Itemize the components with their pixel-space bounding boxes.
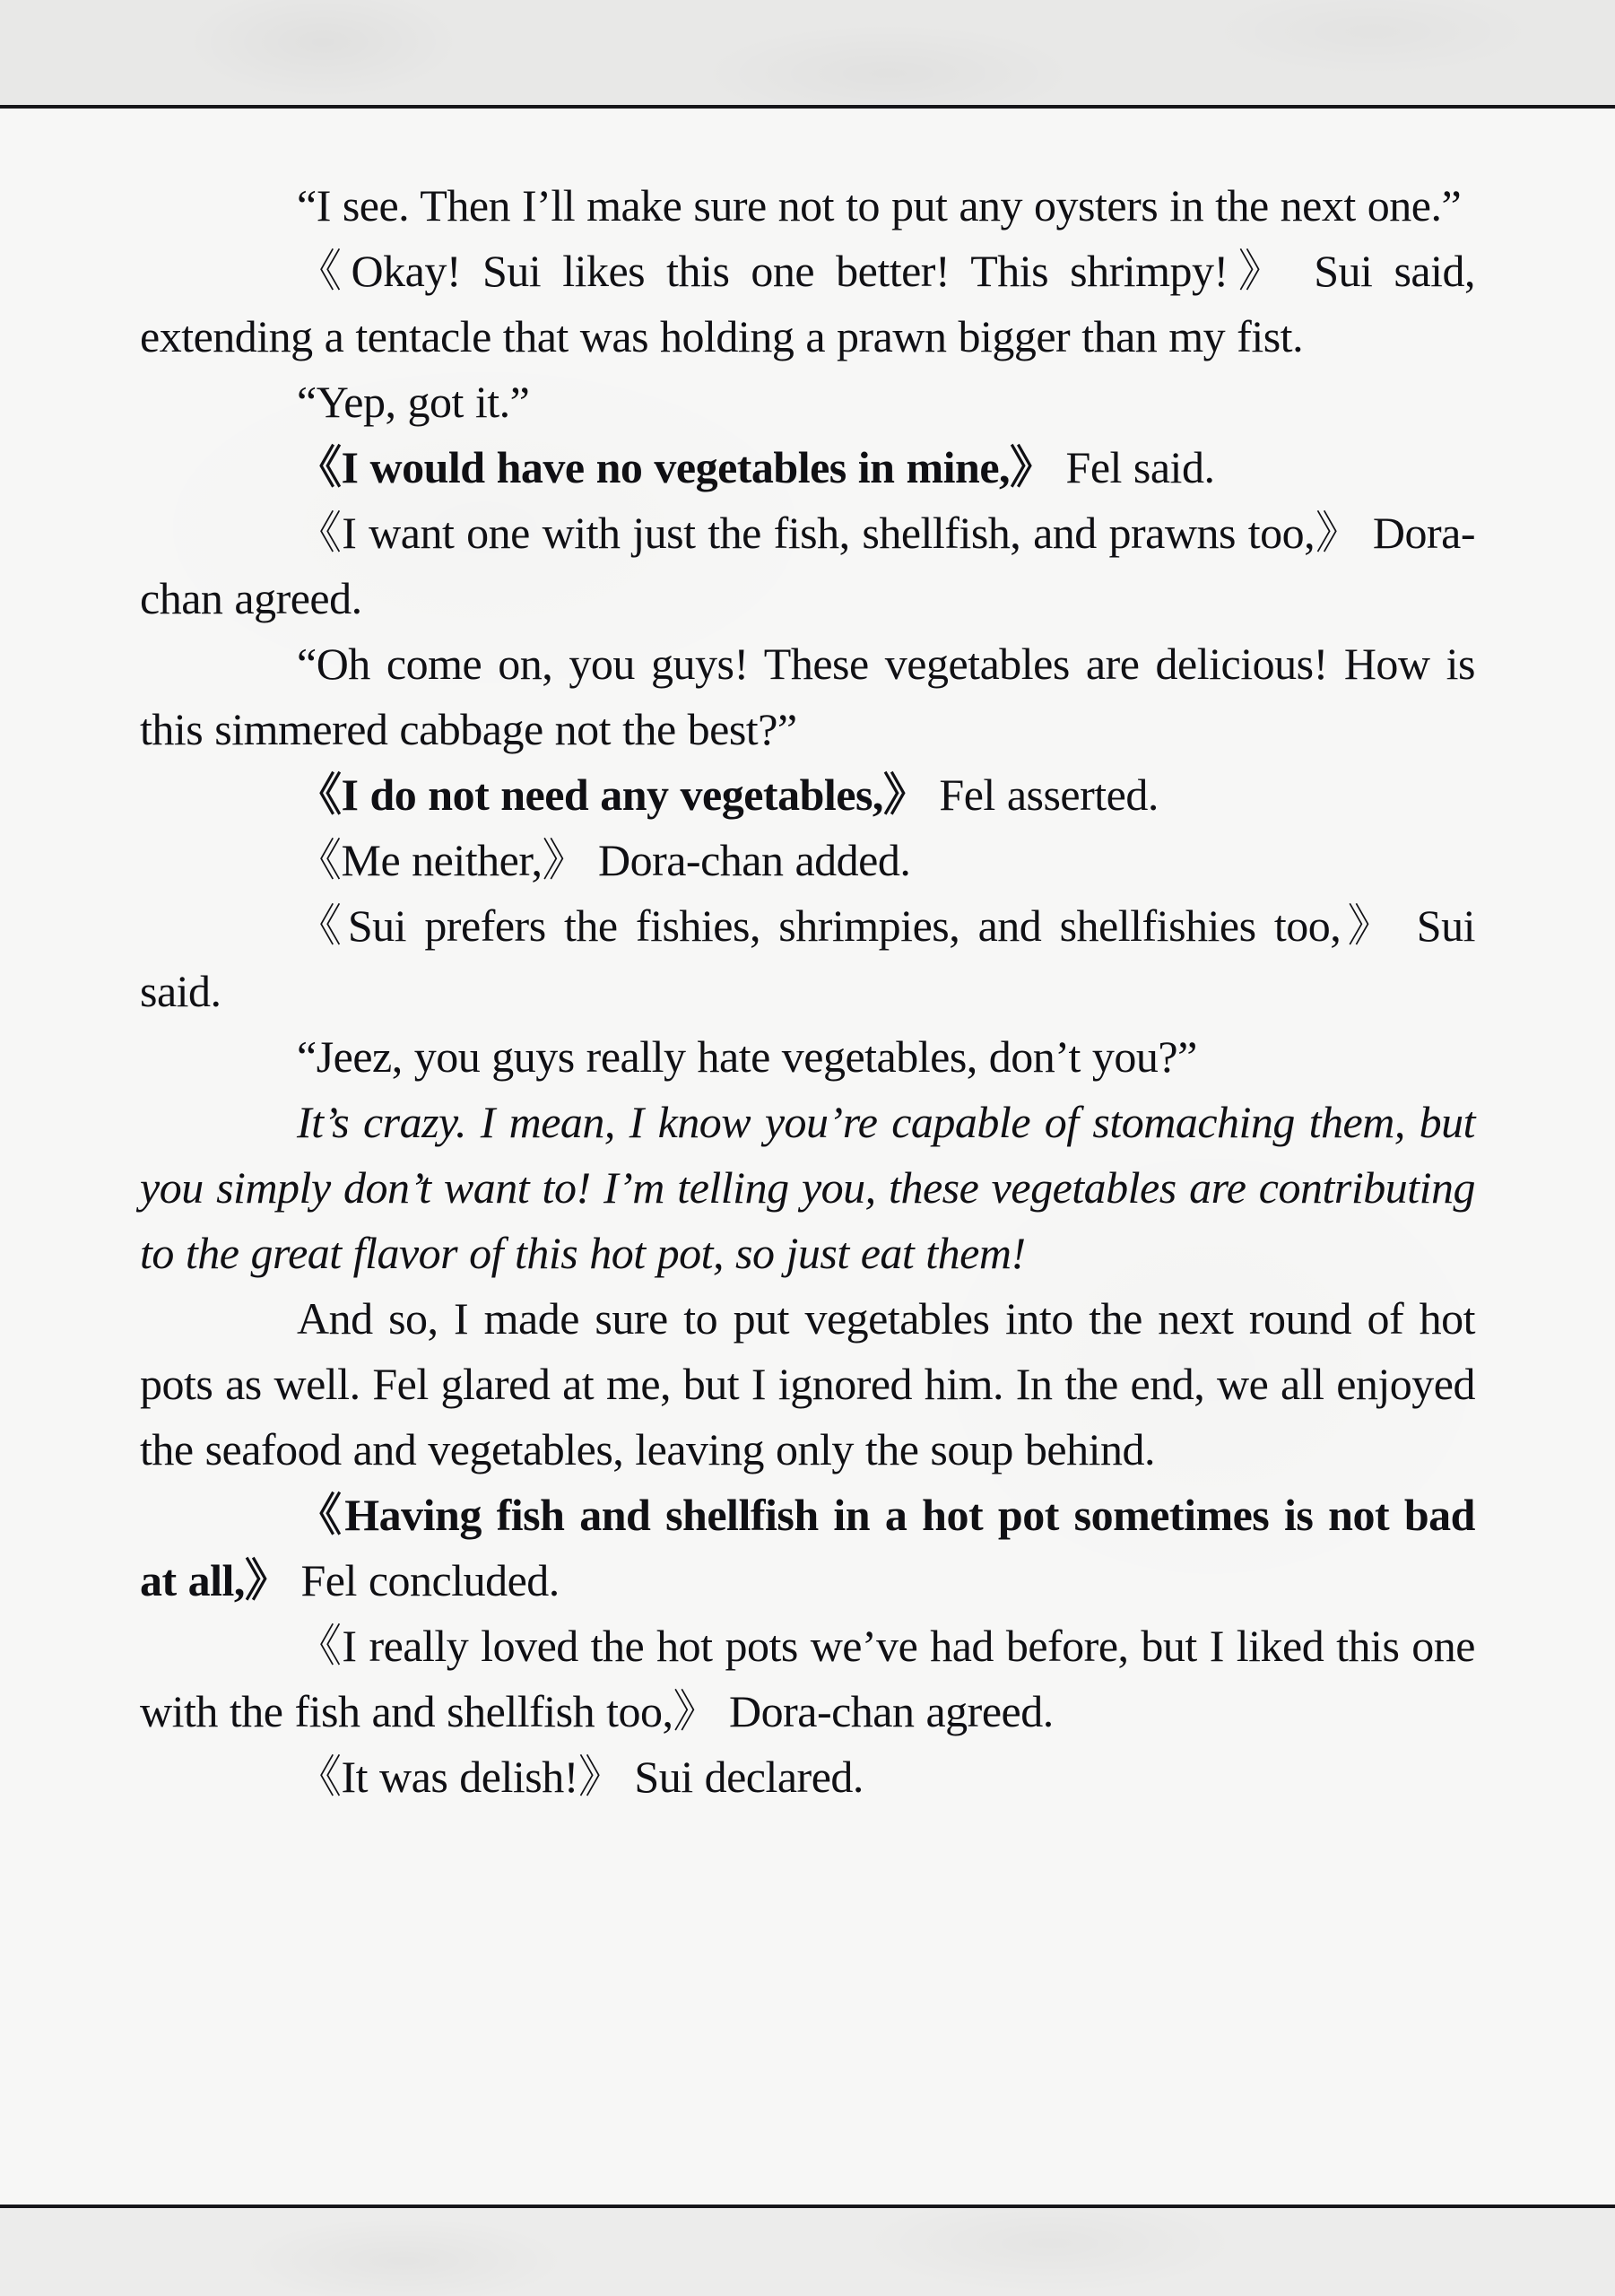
- page-footer-strip: [0, 2208, 1615, 2296]
- paragraph: [140, 1744, 1475, 1810]
- paragraph: [140, 1286, 1475, 1483]
- text-segment: “Yep, got it.”: [297, 377, 530, 427]
- text-segment: And so, I made sure to put vegetables into the next round of hot pots as well. Fel glared at me, but I ignored him. In the end, we all enjoyed the seafood and vegetables, leaving only the soup behind.: [140, 1293, 1475, 1474]
- text-segment: 《I want one with just the fish, shellfish, and prawns too,》 Dora-chan agreed.: [140, 508, 1475, 623]
- paragraph: [140, 1613, 1475, 1744]
- paragraph: [140, 500, 1475, 631]
- paragraph: [140, 370, 1475, 435]
- page-content-area: [0, 109, 1615, 2205]
- text-segment: Fel said.: [1054, 442, 1215, 492]
- text-segment: It’s crazy. I mean, I know you’re capable of stomaching them, but you simply don’t want to! I’m telling you, these vegetables are contributing to the great flavor of this hot pot, so just eat them!: [140, 1097, 1475, 1278]
- text-segment: 《I really loved the hot pots we’ve had before, but I liked this one with the fish and shellfish too,》 Dora-chan agreed.: [140, 1621, 1475, 1736]
- text-segment: “Jeez, you guys really hate vegetables, don’t you?”: [297, 1031, 1197, 1082]
- text-segment: Fel concluded.: [289, 1555, 560, 1605]
- paragraph: [140, 1483, 1475, 1613]
- page-header-strip: [0, 0, 1615, 105]
- text-segment: 《Me neither,》 Dora-chan added.: [297, 835, 911, 885]
- paragraph: [140, 762, 1475, 828]
- paragraph: [140, 435, 1475, 500]
- paragraph: [140, 239, 1475, 370]
- speech-emphasis-segment: 《Having fish and shellfish in a hot pot sometimes is not bad at all,》: [140, 1490, 1475, 1605]
- text-segment: 《It was delish!》 Sui declared.: [297, 1752, 864, 1802]
- paragraph: [140, 173, 1475, 239]
- text-segment: 《Okay! Sui likes this one better! This shrimpy!》 Sui said, extending a tentacle that was holding a prawn bigger than my fist.: [140, 246, 1475, 361]
- text-segment: 《Sui prefers the fishies, shrimpies, and shellfishies too,》 Sui said.: [140, 900, 1475, 1016]
- speech-emphasis-segment: 《I would have no vegetables in mine,》: [297, 442, 1055, 492]
- paragraph: [140, 1090, 1475, 1286]
- text-segment: “I see. Then I’ll make sure not to put any oysters in the next one.”: [297, 180, 1462, 230]
- speech-emphasis-segment: 《I do not need any vegetables,》: [297, 770, 928, 820]
- text-block: [0, 109, 1615, 1810]
- paragraph: [140, 631, 1475, 762]
- text-segment: “Oh come on, you guys! These vegetables are delicious! How is this simmered cabbage not the best?”: [140, 639, 1475, 754]
- paragraph: [140, 828, 1475, 893]
- paragraph: [140, 1024, 1475, 1090]
- text-segment: Fel asserted.: [927, 770, 1159, 820]
- paragraph: [140, 893, 1475, 1024]
